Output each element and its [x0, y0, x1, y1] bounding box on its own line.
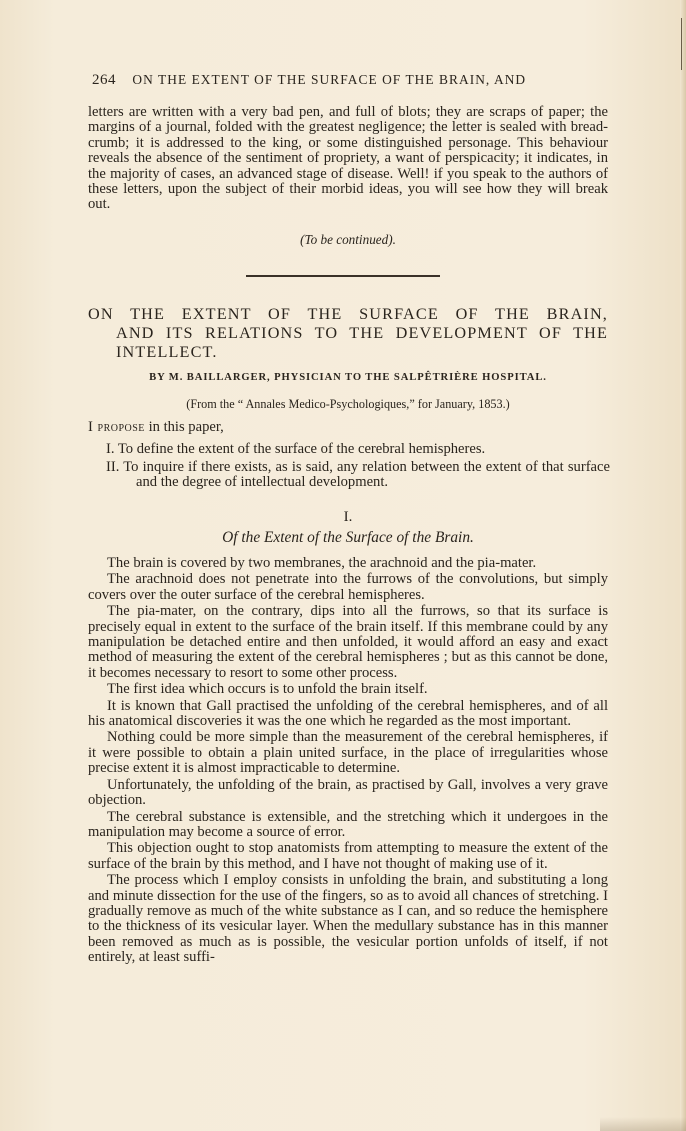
- body-paragraph: The brain is covered by two membranes, the arachnoid and the pia-mater.: [107, 555, 537, 571]
- article-byline: BY M. BAILLARGER, PHYSICIAN TO THE SALPÊTRIÈRE HOSPITAL.: [149, 372, 547, 383]
- body-paragraph: The process which I employ consists in unfolding the brain, and substituting a long and minute dissection for the use of the fingers, so as to avoid all chances of stretching. I gradually remove as much of the white substance as I can, and so reduce the hemisphere to the thickness of its vesicular layer. When the medullary substance has in this manner been removed as much as is possible, the vesicular portion unfolds of itself, if not entirely, at least suffi-: [88, 872, 608, 966]
- article-title-line-1: ON THE EXTENT OF THE SURFACE OF THE BRAIN,: [88, 305, 608, 323]
- body-paragraph: The pia-mater, on the contrary, dips into all the furrows, so that its surface is precisely equal in extent to the surface of the brain itself. If this membrane could by any manipulation be detached entire and then unfolded, it would afford an easy and exact method of measuring the extent of the cerebral hemispheres ; but as this cannot be done, it becomes necessary to resort to some other process.: [88, 603, 608, 681]
- intro-paragraph-block: [88, 105, 608, 213]
- body-paragraph: The cerebral substance is extensible, and the stretching which it undergoes in the manipulation may become a source of error.: [88, 808, 608, 840]
- propose-rest: in this paper,: [144, 419, 224, 435]
- list-item: II. To inquire if there exists, as is said, any relation between the extent of that surface and the degree of intellectual development.: [106, 459, 610, 491]
- propose-lead: I propose: [88, 419, 145, 435]
- body-paragraph: The arachnoid does not penetrate into the furrows of the convolutions, but simply covers over the outer surface of the cerebral hemispheres.: [88, 571, 608, 603]
- article-title: [88, 305, 608, 362]
- article-title-line-2: AND ITS RELATIONS TO THE DEVELOPMENT OF THE: [116, 324, 608, 342]
- page-edge: [680, 0, 686, 1131]
- running-header: [92, 72, 612, 89]
- body-paragraph: The first idea which occurs is to unfold the brain itself.: [107, 681, 428, 698]
- section-body: [88, 556, 608, 967]
- body-paragraph: Nothing could be more simple than the measurement of the cerebral hemispheres, if it were possible to obtain a plain united surface, in the place of irregularities whose precise extent it is almost impracticable to determine.: [88, 729, 608, 777]
- page-number: 264: [92, 72, 116, 88]
- article-source: (From the “ Annales Medico-Psychologiques,” for January, 1853.): [186, 397, 510, 411]
- aims-list-item-1: [106, 442, 610, 457]
- running-title: ON THE EXTENT OF THE SURFACE OF THE BRAIN, AND: [132, 72, 527, 87]
- section-title: Of the Extent of the Surface of the Brain.: [222, 529, 474, 546]
- aims-list-item-2: [106, 460, 610, 491]
- page-corner-shadow: [600, 1117, 686, 1131]
- intro-paragraph: letters are written with a very bad pen, and full of blots; they are scraps of paper; the margins of a journal, folded with the greatest negligence; the letter is sealed with bread-crumb; it is addressed to the king, or some distinguished personage. This behaviour reveals the absence of the sentiment of propriety, a want of perspicacity; it indicates, in the majority of cases, an advanced stage of disease. Well! if you speak to the authors of these letters, upon the subject of their morbid ideas, you will see how they will break out.: [88, 104, 608, 213]
- section-divider-rule: [246, 275, 440, 277]
- to-be-continued: (To be continued).: [300, 232, 396, 247]
- body-paragraph: Unfortunately, the unfolding of the brain, as practised by Gall, involves a very grave objection.: [88, 776, 608, 809]
- propose-paragraph: [88, 420, 608, 435]
- article-title-line-3: INTELLECT.: [116, 343, 218, 361]
- page-edge-mark: [681, 18, 682, 70]
- body-paragraph: It is known that Gall practised the unfolding of the cerebral hemispheres, and of all his anatomical discoveries it was the one which he regarded as the most important.: [88, 697, 608, 730]
- section-number: I.: [343, 509, 353, 525]
- list-item: I. To define the extent of the surface of the cerebral hemispheres.: [106, 441, 486, 457]
- body-paragraph: This objection ought to stop anatomists from attempting to measure the extent of the surface of the brain by this method, and I have not thought of making use of it.: [88, 840, 608, 872]
